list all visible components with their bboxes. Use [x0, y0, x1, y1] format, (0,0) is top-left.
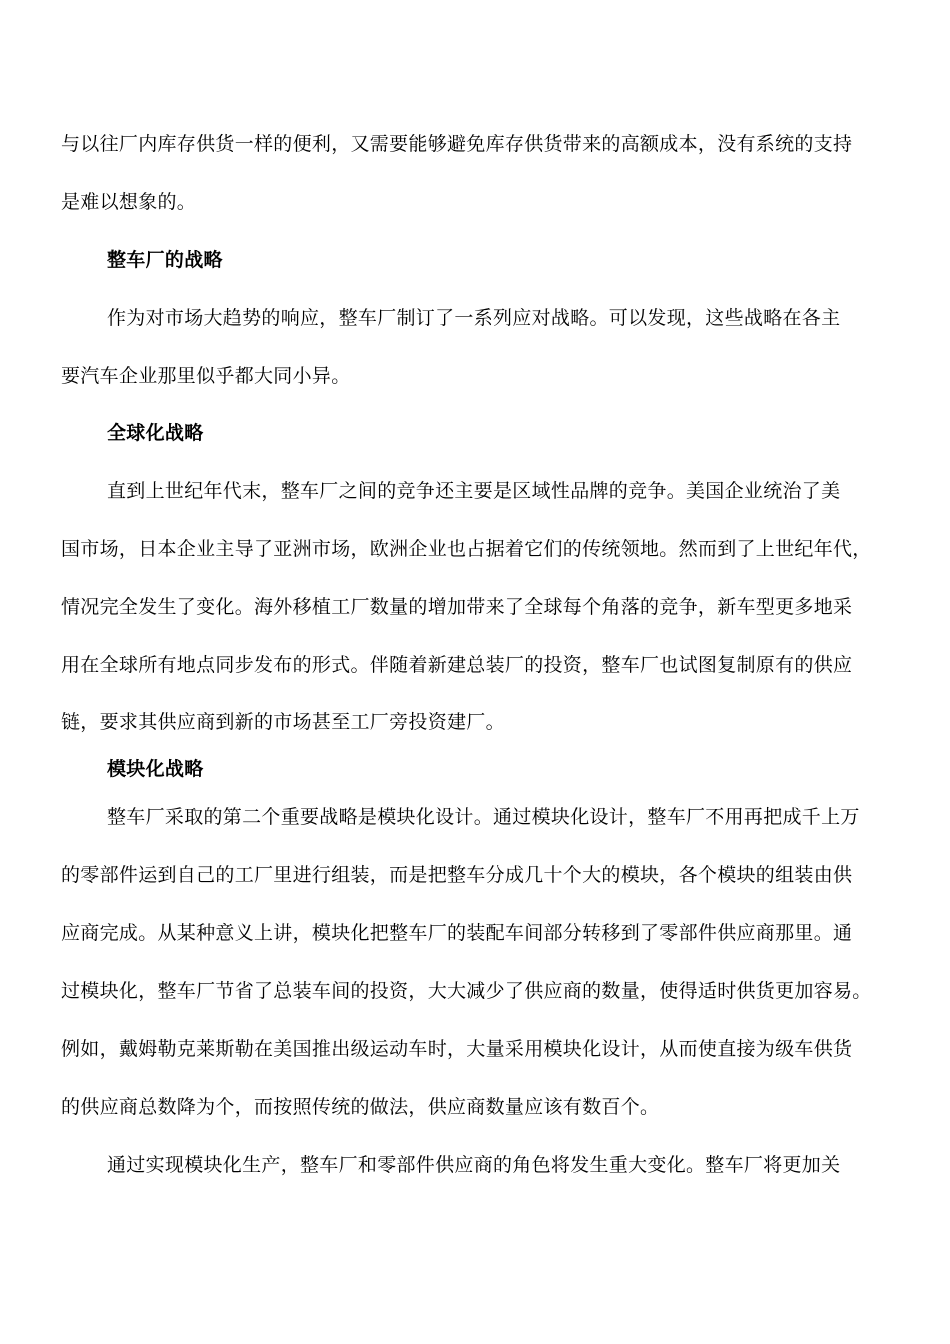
paragraph-line: 应商完成。从某种意义上讲，模块化把整车厂的装配车间部分转移到了零部件供应商那里。通 [61, 922, 853, 944]
paragraph-line: 国市场，日本企业主导了亚洲市场，欧洲企业也占据着它们的传统领地。然而到了上世纪年代， [61, 538, 872, 560]
section-heading: 模块化战略 [107, 758, 204, 780]
paragraph-line: 情况完全发生了变化。海外移植工厂数量的增加带来了全球每个角落的竞争，新车型更多地采 [61, 596, 853, 618]
section-heading: 整车厂的战略 [107, 249, 223, 271]
paragraph-line: 通过实现模块化生产，整车厂和零部件供应商的角色将发生重大变化。整车厂将更加关 [107, 1154, 841, 1176]
paragraph-line: 例如，戴姆勒克莱斯勒在美国推出级运动车时，大量采用模块化设计，从而使直接为级车供货 [61, 1038, 853, 1060]
paragraph-line: 是难以想象的。 [61, 191, 197, 213]
paragraph-line: 的零部件运到自己的工厂里进行组装，而是把整车分成几十个大的模块，各个模块的组装由供 [61, 864, 853, 886]
section-heading: 全球化战略 [107, 422, 204, 444]
paragraph-line: 与以往厂内库存供货一样的便利，又需要能够避免库存供货带来的高额成本，没有系统的支持 [61, 133, 853, 155]
paragraph-line: 链，要求其供应商到新的市场甚至工厂旁投资建厂。 [61, 711, 505, 733]
paragraph-line: 作为对市场大趋势的响应，整车厂制订了一系列应对战略。可以发现，这些战略在各主 [107, 307, 841, 329]
paragraph-line: 的供应商总数降为个，而按照传统的做法，供应商数量应该有数百个。 [61, 1096, 660, 1118]
paragraph-line: 直到上世纪年代末，整车厂之间的竞争还主要是区域性品牌的竞争。美国企业统治了美 [107, 480, 841, 502]
paragraph-line: 整车厂采取的第二个重要战略是模块化设计。通过模块化设计，整车厂不用再把成千上万 [107, 806, 860, 828]
paragraph-line: 要汽车企业那里似乎都大同小异。 [61, 365, 351, 387]
paragraph-line: 用在全球所有地点同步发布的形式。伴随着新建总装厂的投资，整车厂也试图复制原有的供应 [61, 654, 853, 676]
paragraph-line: 过模块化，整车厂节省了总装车间的投资，大大减少了供应商的数量，使得适时供货更加容易。 [61, 980, 872, 1002]
